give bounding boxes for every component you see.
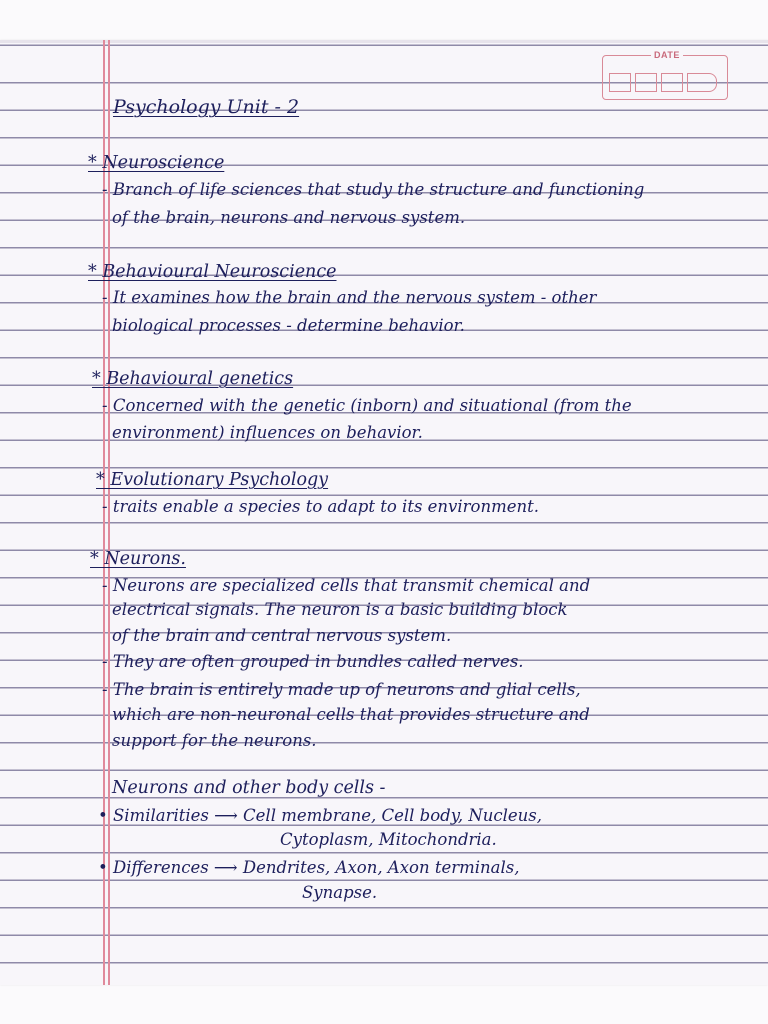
heading-evolutionary-psychology: * Evolutionary Psychology [96,470,329,490]
neuroscience-line-2: of the brain, neurons and nervous system. [112,208,466,227]
date-cell-day [609,73,631,92]
similarities-line: • Similarities ⟶ Cell membrane, Cell body, Nucleus, [98,806,543,825]
neurons-line-7: support for the neurons. [112,731,317,750]
differences-line-cont: Synapse. [302,883,378,902]
heading-behavioural-genetics: * Behavioural genetics [92,369,294,389]
evolutionary-psychology-line-1: - traits enable a species to adapt to its environment. [102,497,540,516]
neurons-line-6: which are non-neuronal cells that provides structure and [112,705,590,724]
neurons-line-4: - They are often grouped in bundles called nerves. [102,652,524,671]
date-cell-extra [687,73,717,92]
behavioural-genetics-line-2: environment) influences on behavior. [112,423,423,442]
neurons-line-2: electrical signals. The neuron is a basic building block [112,600,568,619]
date-label: DATE [651,50,683,60]
paper-top-edge [0,40,768,43]
date-box [602,50,728,100]
heading-neurons: * Neurons. [90,549,186,569]
heading-behavioural-neuroscience: * Behavioural Neuroscience [88,262,337,282]
date-cell-year [661,73,683,92]
differences-line: • Differences ⟶ Dendrites, Axon, Axon terminals, [98,858,520,877]
page-title: Psychology Unit - 2 [113,96,300,118]
neuroscience-line-1: - Branch of life sciences that study the structure and functioning [102,180,645,199]
behavioural-neuroscience-line-1: - It examines how the brain and the nervous system - other [102,288,597,307]
neurons-line-5: - The brain is entirely made up of neurons and glial cells, [102,680,581,699]
neurons-line-3: of the brain and central nervous system. [112,626,452,645]
similarities-line-cont: Cytoplasm, Mitochondria. [280,830,497,849]
neurons-line-1: - Neurons are specialized cells that transmit chemical and [102,576,591,595]
behavioural-neuroscience-line-2: biological processes - determine behavior. [112,316,465,335]
date-cell-month [635,73,657,92]
heading-neuroscience: * Neuroscience [88,153,225,173]
heading-neurons-vs-body-cells: Neurons and other body cells - [112,778,386,798]
behavioural-genetics-line-1: - Concerned with the genetic (inborn) and situational (from the [102,396,632,415]
